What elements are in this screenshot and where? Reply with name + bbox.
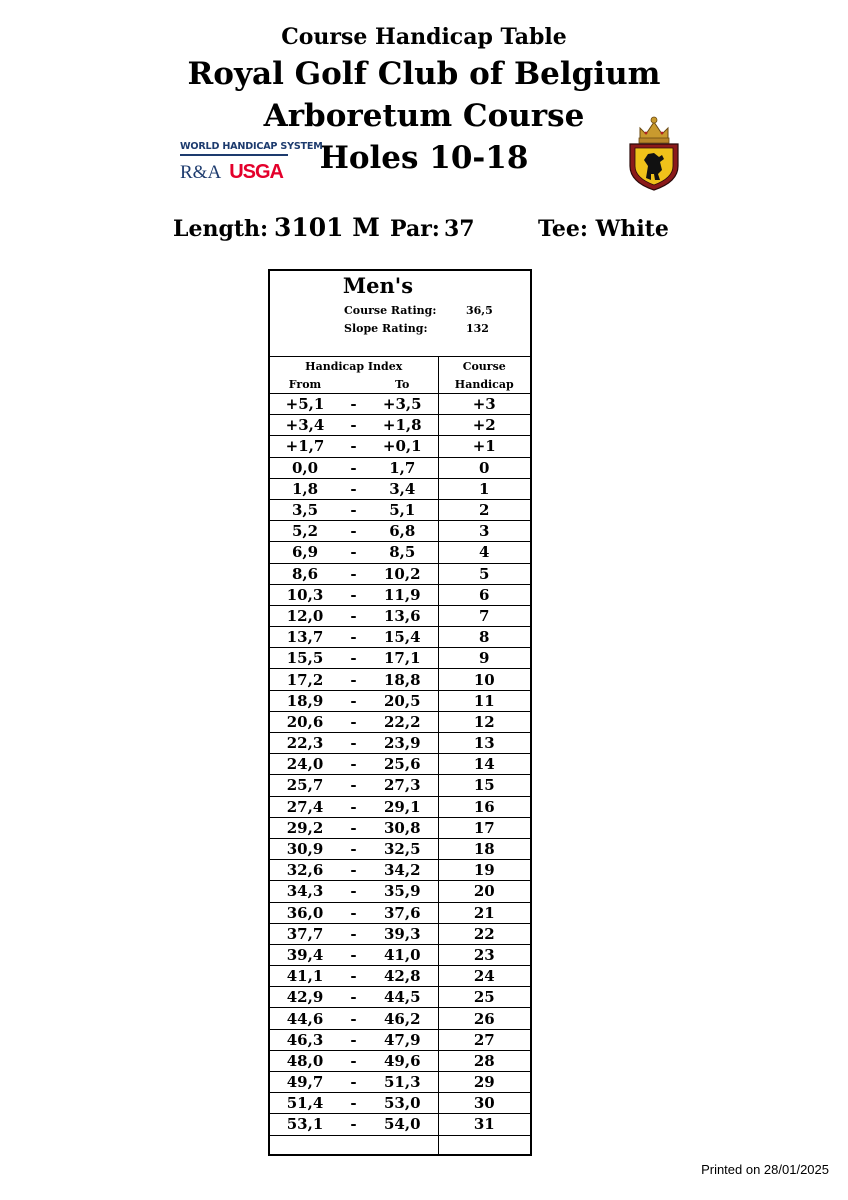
course-handicap-cell: 4: [438, 542, 530, 563]
from-cell: 44,6: [270, 1008, 340, 1029]
from-cell: 36,0: [270, 902, 340, 923]
separator-cell: -: [340, 881, 367, 902]
course-handicap-cell: 6: [438, 584, 530, 605]
to-cell: 27,3: [367, 775, 438, 796]
whs-logo-text: WORLD HANDICAP SYSTEM: [180, 141, 323, 152]
blank-cell: [438, 1135, 530, 1156]
from-cell: +5,1: [270, 394, 340, 415]
course-handicap-cell: 15: [438, 775, 530, 796]
from-cell: 46,3: [270, 1029, 340, 1050]
table-row: [270, 648, 530, 669]
to-cell: 11,9: [367, 584, 438, 605]
handicap-table-box: [268, 269, 532, 1156]
table-row: [270, 733, 530, 754]
table-row: [270, 1008, 530, 1029]
to-cell: 13,6: [367, 605, 438, 626]
table-row: [270, 605, 530, 626]
separator-cell: -: [340, 902, 367, 923]
course-handicap-cell: 26: [438, 1008, 530, 1029]
to-cell: 35,9: [367, 881, 438, 902]
from-cell: 27,4: [270, 796, 340, 817]
tee-label: Tee: White: [538, 216, 669, 242]
separator-cell: -: [340, 648, 367, 669]
blank-cell: [270, 1135, 340, 1156]
separator-cell: -: [340, 966, 367, 987]
course-handicap-cell: +1: [438, 436, 530, 457]
separator-cell: -: [340, 1114, 367, 1135]
separator-cell: -: [340, 1093, 367, 1114]
from-cell: 48,0: [270, 1050, 340, 1071]
from-cell: 8,6: [270, 563, 340, 584]
separator-cell: -: [340, 584, 367, 605]
holes-title: Holes 10-18: [319, 140, 529, 176]
table-row: [270, 499, 530, 520]
separator-cell: -: [340, 860, 367, 881]
from-cell: 20,6: [270, 711, 340, 732]
from-cell: 22,3: [270, 733, 340, 754]
to-cell: 6,8: [367, 521, 438, 542]
to-cell: 37,6: [367, 902, 438, 923]
separator-cell: -: [340, 987, 367, 1008]
table-row: [270, 542, 530, 563]
par-value: 37: [444, 216, 475, 242]
slope-rating-label: Slope Rating:: [344, 322, 428, 335]
to-cell: 49,6: [367, 1050, 438, 1071]
to-cell: 53,0: [367, 1093, 438, 1114]
from-cell: 37,7: [270, 923, 340, 944]
to-cell: 30,8: [367, 817, 438, 838]
table-row: [270, 860, 530, 881]
from-cell: 39,4: [270, 944, 340, 965]
separator-cell: -: [340, 542, 367, 563]
course-rating-label: Course Rating:: [344, 304, 437, 317]
to-cell: +1,8: [367, 415, 438, 436]
course-handicap-cell: 22: [438, 923, 530, 944]
header-course: Course: [438, 357, 530, 376]
table-row: [270, 563, 530, 584]
from-cell: +3,4: [270, 415, 340, 436]
from-cell: 32,6: [270, 860, 340, 881]
course-handicap-cell: 21: [438, 902, 530, 923]
to-cell: 41,0: [367, 944, 438, 965]
length-value: 3101 M: [274, 213, 380, 242]
course-handicap-cell: 9: [438, 648, 530, 669]
course-handicap-cell: 31: [438, 1114, 530, 1135]
course-handicap-cell: 23: [438, 944, 530, 965]
whs-logo-divider: [180, 154, 288, 156]
table-row: [270, 1050, 530, 1071]
course-handicap-cell: 2: [438, 499, 530, 520]
from-cell: 1,8: [270, 478, 340, 499]
from-cell: 49,7: [270, 1072, 340, 1093]
course-handicap-cell: 8: [438, 627, 530, 648]
header-handicap: Handicap: [438, 375, 530, 394]
course-handicap-cell: 25: [438, 987, 530, 1008]
course-handicap-cell: 5: [438, 563, 530, 584]
table-row: [270, 627, 530, 648]
from-cell: 41,1: [270, 966, 340, 987]
separator-cell: -: [340, 627, 367, 648]
table-row: [270, 1114, 530, 1135]
course-handicap-cell: 29: [438, 1072, 530, 1093]
course-handicap-cell: 28: [438, 1050, 530, 1071]
table-row: [270, 881, 530, 902]
handicap-table: [270, 356, 530, 1156]
table-row: [270, 838, 530, 859]
to-cell: 54,0: [367, 1114, 438, 1135]
course-handicap-cell: 14: [438, 754, 530, 775]
table-row: [270, 923, 530, 944]
from-cell: 25,7: [270, 775, 340, 796]
course-rating-value: 36,5: [466, 304, 493, 317]
to-cell: 51,3: [367, 1072, 438, 1093]
to-cell: 8,5: [367, 542, 438, 563]
to-cell: +0,1: [367, 436, 438, 457]
separator-cell: -: [340, 1050, 367, 1071]
to-cell: 1,7: [367, 457, 438, 478]
to-cell: 20,5: [367, 690, 438, 711]
separator-cell: -: [340, 457, 367, 478]
header-spacer: [340, 375, 367, 394]
table-row: [270, 394, 530, 415]
course-handicap-cell: 3: [438, 521, 530, 542]
course-handicap-cell: 1: [438, 478, 530, 499]
table-row: [270, 775, 530, 796]
from-cell: 13,7: [270, 627, 340, 648]
table-row: [270, 796, 530, 817]
from-cell: 24,0: [270, 754, 340, 775]
course-handicap-cell: 12: [438, 711, 530, 732]
par-label: Par:: [390, 216, 440, 242]
to-cell: 3,4: [367, 478, 438, 499]
separator-cell: -: [340, 711, 367, 732]
separator-cell: -: [340, 944, 367, 965]
from-cell: 15,5: [270, 648, 340, 669]
separator-cell: -: [340, 923, 367, 944]
table-row: [270, 1029, 530, 1050]
from-cell: 17,2: [270, 669, 340, 690]
length-label: Length:: [173, 216, 269, 242]
to-cell: 17,1: [367, 648, 438, 669]
printed-date: Printed on 28/01/2025: [701, 1162, 829, 1177]
usga-logo-text: USGA: [229, 161, 283, 183]
from-cell: 5,2: [270, 521, 340, 542]
separator-cell: -: [340, 817, 367, 838]
table-row: [270, 987, 530, 1008]
separator-cell: -: [340, 478, 367, 499]
to-cell: +3,5: [367, 394, 438, 415]
separator-cell: -: [340, 436, 367, 457]
course-handicap-cell: 17: [438, 817, 530, 838]
course-handicap-cell: 0: [438, 457, 530, 478]
ra-logo-text: R&A: [180, 162, 222, 183]
course-name: Arboretum Course: [263, 98, 585, 134]
to-cell: 23,9: [367, 733, 438, 754]
course-handicap-cell: 24: [438, 966, 530, 987]
table-row: [270, 584, 530, 605]
course-handicap-cell: 16: [438, 796, 530, 817]
table-row: [270, 902, 530, 923]
course-handicap-cell: 20: [438, 881, 530, 902]
separator-cell: -: [340, 415, 367, 436]
table-row: [270, 415, 530, 436]
separator-cell: -: [340, 563, 367, 584]
table-row: [270, 478, 530, 499]
course-handicap-cell: 27: [438, 1029, 530, 1050]
to-cell: 5,1: [367, 499, 438, 520]
separator-cell: -: [340, 754, 367, 775]
separator-cell: -: [340, 1072, 367, 1093]
separator-cell: -: [340, 796, 367, 817]
to-cell: 39,3: [367, 923, 438, 944]
course-handicap-cell: 18: [438, 838, 530, 859]
course-handicap-cell: 7: [438, 605, 530, 626]
separator-cell: -: [340, 733, 367, 754]
separator-cell: -: [340, 690, 367, 711]
to-cell: 32,5: [367, 838, 438, 859]
separator-cell: -: [340, 1029, 367, 1050]
from-cell: +1,7: [270, 436, 340, 457]
course-handicap-cell: 11: [438, 690, 530, 711]
from-cell: 10,3: [270, 584, 340, 605]
to-cell: 29,1: [367, 796, 438, 817]
header-handicap-index: Handicap Index: [270, 357, 438, 376]
from-cell: 18,9: [270, 690, 340, 711]
separator-cell: -: [340, 1008, 367, 1029]
from-cell: 0,0: [270, 457, 340, 478]
course-handicap-cell: 19: [438, 860, 530, 881]
slope-rating-value: 132: [466, 322, 489, 335]
header-from: From: [270, 375, 340, 394]
to-cell: 47,9: [367, 1029, 438, 1050]
to-cell: 25,6: [367, 754, 438, 775]
table-row: [270, 436, 530, 457]
from-cell: 51,4: [270, 1093, 340, 1114]
from-cell: 42,9: [270, 987, 340, 1008]
table-row: [270, 457, 530, 478]
to-cell: 18,8: [367, 669, 438, 690]
course-handicap-cell: +2: [438, 415, 530, 436]
header-to: To: [367, 375, 438, 394]
table-row: [270, 817, 530, 838]
whs-logo: [180, 141, 323, 186]
separator-cell: -: [340, 775, 367, 796]
from-cell: 30,9: [270, 838, 340, 859]
club-name: Royal Golf Club of Belgium: [187, 56, 661, 92]
to-cell: 44,5: [367, 987, 438, 1008]
to-cell: 10,2: [367, 563, 438, 584]
table-header-row: [270, 357, 530, 376]
table-row: [270, 521, 530, 542]
document-subtitle: Course Handicap Table: [281, 24, 567, 50]
table-row: [270, 669, 530, 690]
table-row: [270, 1093, 530, 1114]
course-handicap-cell: 13: [438, 733, 530, 754]
separator-cell: -: [340, 605, 367, 626]
course-handicap-cell: +3: [438, 394, 530, 415]
table-row: [270, 944, 530, 965]
to-cell: 46,2: [367, 1008, 438, 1029]
from-cell: 53,1: [270, 1114, 340, 1135]
table-row: [270, 754, 530, 775]
from-cell: 12,0: [270, 605, 340, 626]
table-title: Men's: [342, 273, 414, 298]
table-subheader-row: [270, 375, 530, 394]
table-row: [270, 966, 530, 987]
blank-cell: [340, 1135, 367, 1156]
to-cell: 42,8: [367, 966, 438, 987]
from-cell: 3,5: [270, 499, 340, 520]
table-row: [270, 711, 530, 732]
to-cell: 22,2: [367, 711, 438, 732]
separator-cell: -: [340, 669, 367, 690]
to-cell: 34,2: [367, 860, 438, 881]
table-row: [270, 690, 530, 711]
separator-cell: -: [340, 499, 367, 520]
from-cell: 29,2: [270, 817, 340, 838]
table-row: [270, 1072, 530, 1093]
separator-cell: -: [340, 838, 367, 859]
separator-cell: -: [340, 521, 367, 542]
royal-crest-icon: [626, 114, 682, 192]
course-handicap-cell: 10: [438, 669, 530, 690]
table-blank-row: [270, 1135, 530, 1156]
blank-cell: [367, 1135, 438, 1156]
from-cell: 6,9: [270, 542, 340, 563]
to-cell: 15,4: [367, 627, 438, 648]
course-handicap-cell: 30: [438, 1093, 530, 1114]
from-cell: 34,3: [270, 881, 340, 902]
separator-cell: -: [340, 394, 367, 415]
